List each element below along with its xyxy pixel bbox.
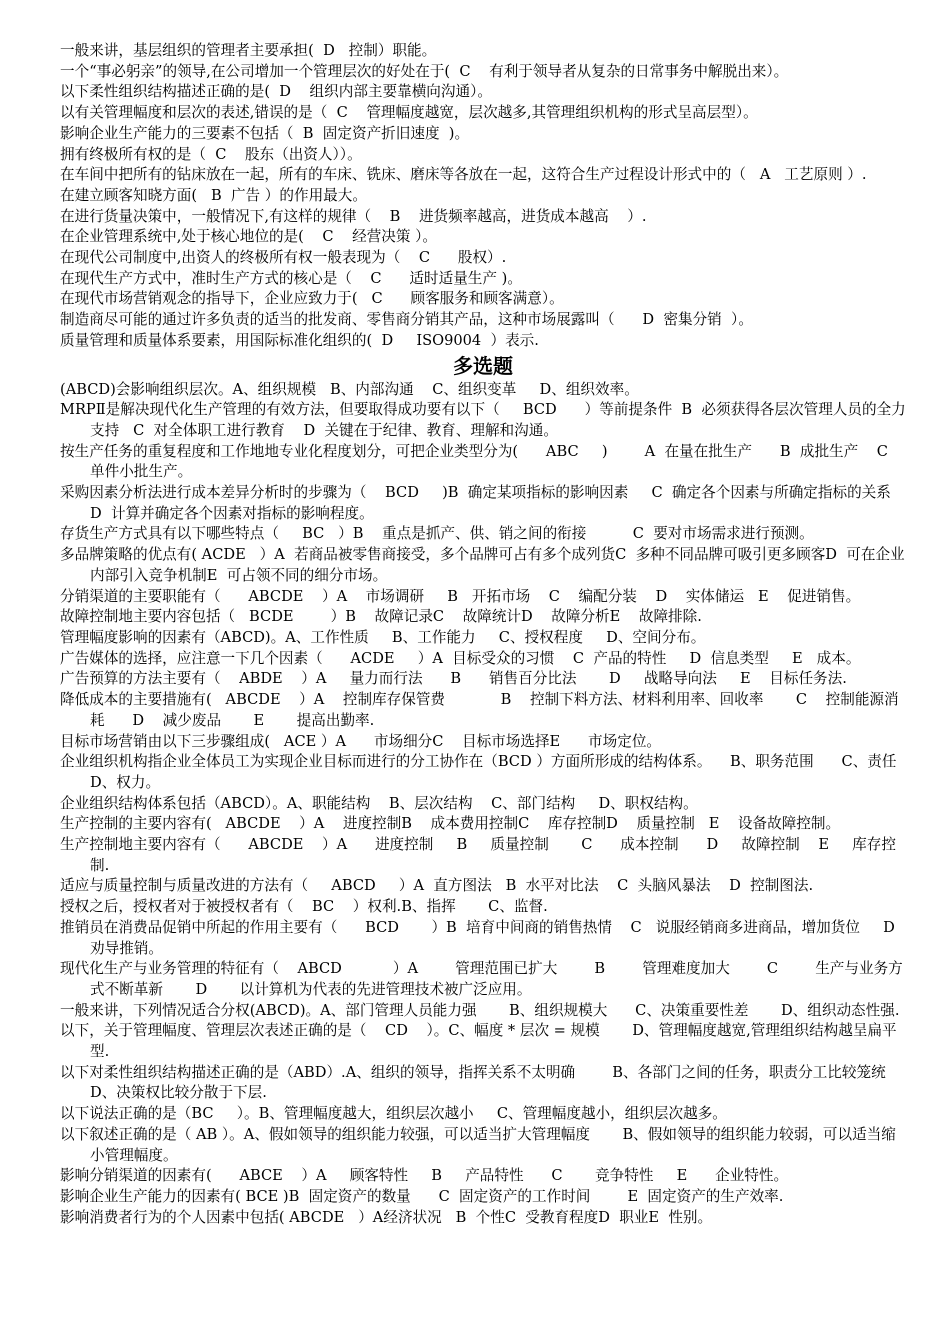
question-line: 以下对柔性组织结构描述正确的是（ABD）.A、组织的领导，指挥关系不太明确 B、各部门之间的任务，职责分工比较笼统 D、决策权比较分散于下层. [60, 1063, 919, 1102]
question-line: 推销员在消费品促销中所起的作用主要有（ BCD ）B 培育中间商的销售热情 C 说服经销商多进商品，增加货位 D 劝导推销。 [60, 918, 905, 957]
question-line: 生产控制地主要内容有（ ABCDE ）A 进度控制 B 质量控制 C 成本控制 D 故障控制 E 库存控制. [60, 836, 896, 874]
question-line: 故障控制地主要内容包括（ BCDE ）B 故障记录C 故障统计D 故障分析E 故障排除. [60, 608, 702, 626]
question-line: 企业组织机构指企业全体员工为实现企业目标而进行的分工协作在（BCD ）方面所形成的结构体系。 B、职务范围 C、责任 D、权力。 [60, 753, 929, 791]
question-line: (ABCD)会影响组织层次。A、组织规模 B、内部沟通 C、组织变革 D、组织效率。 [60, 380, 639, 398]
question-line: 存货生产方式具有以下哪些特点（ BC ）B 重点是抓产、供、销之间的衔接 C 要对市场需求进行预测。 [60, 525, 814, 543]
question-line: 在现代市场营销观念的指导下，企业应致力于( C 顾客服务和顾客满意）。 [60, 290, 564, 308]
question-line: 以下，关于管理幅度、管理层次表述正确的是（ CD ）。C、幅度 * 层次 = 规模 D、管理幅度越宽,管理组织结构越呈扁平型. [60, 1022, 897, 1061]
question-line: 以下柔性组织结构描述正确的是( D 组织内部主要靠横向沟通）。 [60, 83, 492, 101]
question-line: 目标市场营销由以下三步骤组成( ACE ）A 市场细分C 目标市场选择E 市场定位。 [60, 732, 662, 750]
question-line: 一般来讲，下列情况适合分权(ABCD)。A、部门管理人员能力强 B、组织规模大 C、决策重要性差 D、组织动态性强. [60, 1001, 900, 1019]
question-line: 在企业管理系统中,处于核心地位的是( C 经营决策 ）。 [60, 228, 438, 246]
question-line: 以下叙述正确的是（ AB ）。A、假如领导的组织能力较强，可以适当扩大管理幅度 B、假如领导的组织能力较弱，可以适当缩小管理幅度。 [60, 1125, 896, 1164]
question-line: 广告预算的方法主要有（ ABDE ）A 量力而行法 B 销售百分比法 D 战略导向法 E 目标任务法. [60, 670, 847, 688]
question-line: 广告媒体的选择，应注意一下几个因素（ ACDE ）A 目标受众的习惯 C 产品的特性 D 信息类型 E 成本。 [60, 649, 861, 667]
question-line: 影响分销渠道的因素有( ABCE ）A 顾客特性 B 产品特性 C 竞争特性 E 企业特性。 [60, 1167, 789, 1185]
question-line: 在现代公司制度中,出资人的终极所有权一般表现为（ C 股权）. [60, 249, 507, 267]
question-line: 按生产任务的重复程度和工作地地专业化程度划分，可把企业类型分为( ABC ) A 在量在批生产 B 成批生产 C 单件小批生产。 [60, 442, 898, 481]
question-line: 在进行货量决策中，一般情况下,有这样的规律（ B 进货频率越高，进货成本越高 ）. [60, 207, 647, 225]
question-line: 质量管理和质量体系要素，用国际标准化组织的( D ISO9004 ）表示. [60, 331, 539, 349]
question-line: 一般来讲，基层组织的管理者主要承担( D 控制）职能。 [60, 42, 437, 59]
question-line: 生产控制的主要内容有( ABCDE ）A 进度控制B 成本费用控制C 库存控制D 质量控制 E 设备故障控制。 [60, 815, 841, 833]
question-line: 拥有终极所有权的是（ C 股东（出资人））。 [60, 145, 362, 163]
question-line: 制造商尽可能的通过许多负责的适当的批发商、零售商分销其产品，这种市场展露叫（ D 密集分销 ）。 [60, 311, 753, 329]
question-line: 降低成本的主要措施有( ABCDE ）A 控制库存保管费 B 控制下料方法、材料利用率、回收率 C 控制能源消耗 D 减少废品 E 提高出勤率. [60, 691, 899, 729]
question-line: 在车间中把所有的钻床放在一起，所有的车床、铣床、磨床等各放在一起，这符合生产过程设计形式中的（ A 工艺原则 ）. [60, 166, 867, 184]
question-line: 在建立顾客知晓方面( B 广告 ）的作用最大。 [60, 186, 367, 204]
question-line: 授权之后，授权者对于被授权者有（ BC ）权利.B、指挥 C、监督. [60, 898, 548, 916]
question-line: MRPⅡ是解决现代化生产管理的有效方法，但要取得成功要有以下（ BCD ）等前提条件 B 必须获得各层次管理人员的全力支持 C 对全体职工进行教育 D 关键在于纪律、教育、理解和沟通。 [60, 401, 906, 439]
single-choice-list [60, 41, 906, 352]
question-line: 以下说法正确的是（BC ）。B、管理幅度越大，组织层次越小 C、管理幅度越小，组织层次越多。 [60, 1105, 727, 1123]
document-page [60, 41, 929, 1228]
question-line: 分销渠道的主要职能有（ ABCDE ）A 市场调研 B 开拓市场 C 编配分装 D 实体储运 E 促进销售。 [60, 587, 861, 605]
question-line: 现代化生产与业务管理的特征有（ ABCD ）A 管理范围已扩大 B 管理难度加大 C 生产与业务方式不断革新 D 以计算机为代表的先进管理技术被广泛应用。 [60, 960, 903, 998]
question-line: 多品牌策略的优点有( ACDE ）A 若商品被零售商接受，多个品牌可占有多个成列货C 多种不同品牌可吸引更多顾客D 可在企业内部引入竞争机制E 可占领不同的细分市场。 [60, 546, 905, 584]
question-line: 一个“事必躬亲”的领导,在公司增加一个管理层次的好处在于( C 有利于领导者从复杂的日常事务中解脱出来）。 [60, 62, 789, 80]
question-line: 影响企业生产能力的三要素不包括（ B 固定资产折旧速度 )。 [60, 124, 470, 142]
question-line: 在现代生产方式中，准时生产方式的核心是（ C 适时适量生产 )。 [60, 269, 522, 287]
question-line: 影响企业生产能力的因素有( BCE )B 固定资产的数量 C 固定资产的工作时间 E 固定资产的生产效率. [60, 1187, 784, 1205]
question-line: 企业组织结构体系包括（ABCD）。A、职能结构 B、层次结构 C、部门结构 D、职权结构。 [60, 794, 698, 812]
question-line: 采购因素分析法进行成本差异分析时的步骤为（ BCD )B 确定某项指标的影响因素 C 确定各个因素与所确定指标的关系 D 计算并确定各个因素对指标的影响程度。 [60, 484, 924, 522]
question-line: 以有关管理幅度和层次的表述,错误的是（ C 管理幅度越宽，层次越多,其管理组织机构的形式呈高层型）。 [60, 104, 758, 122]
section-title: 多选题 [453, 353, 513, 378]
question-line: 管理幅度影响的因素有（ABCD)。A、工作性质 B、工作能力 C、授权程度 D、空间分布。 [60, 628, 706, 646]
multi-choice-list [60, 380, 929, 1229]
question-line: 适应与质量控制与质量改进的方法有（ ABCD ）A 直方图法 B 水平对比法 C 头脑风暴法 D 控制图法. [60, 877, 814, 895]
question-line: 影响消费者行为的个人因素中包括( ABCDE ）A经济状况 B 个性C 受教育程度D 职业E 性别。 [60, 1208, 713, 1226]
